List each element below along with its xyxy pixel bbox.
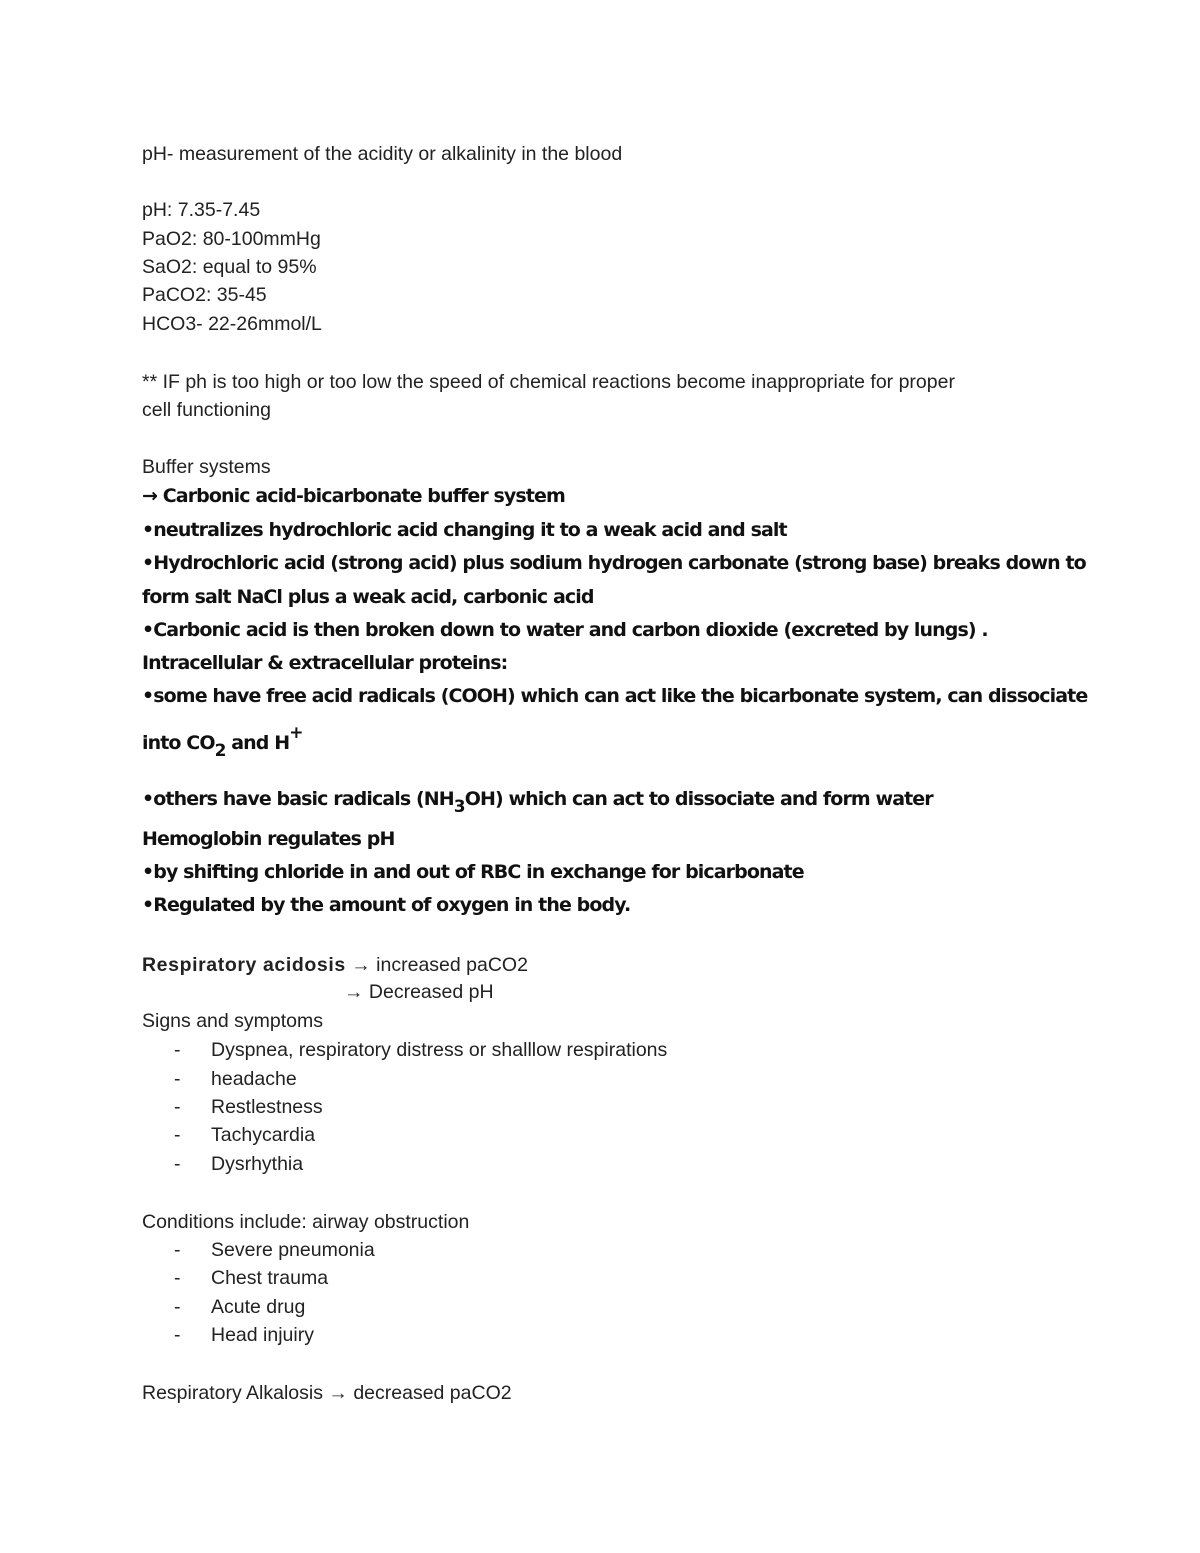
resp-acidosis-label: Respiratory acidosis: [142, 954, 346, 976]
list-item-text: Tachycardia: [211, 1124, 316, 1146]
text-run: •others have basic radicals (NH: [142, 788, 454, 810]
dash-marker: -: [174, 1039, 181, 1061]
list-item: [174, 1041, 667, 1061]
intro-line: pH- measurement of the acidity or alkalinity in the blood: [142, 143, 623, 165]
bullet-text: [142, 723, 303, 761]
text-run: into CO: [142, 732, 215, 754]
resp-alkalosis-line: Respiratory Alkalosis → decreased paCO2: [142, 1382, 512, 1404]
conditions-heading: Conditions include: airway obstruction: [142, 1211, 470, 1233]
dash-marker: -: [174, 1096, 181, 1118]
buffer-systems-heading: Buffer systems: [142, 456, 271, 478]
list-item: [174, 1070, 297, 1090]
dash-marker: -: [174, 1153, 181, 1175]
dash-marker: -: [174, 1068, 181, 1090]
list-item: [174, 1269, 328, 1289]
normal-value-sao2: SaO2: equal to 95%: [142, 256, 317, 278]
carbonic-buffer-heading: → Carbonic acid-bicarbonate buffer system: [142, 485, 565, 507]
list-item: [174, 1126, 315, 1146]
list-item: [174, 1298, 305, 1318]
list-item-text: headache: [211, 1068, 297, 1090]
normal-value-ph: pH: 7.35-7.45: [142, 199, 261, 221]
note-line: ** IF ph is too high or too low the speed of chemical reactions become inappropriate for proper: [142, 371, 955, 393]
list-item: [174, 1155, 303, 1175]
bullet-text: •Regulated by the amount of oxygen in the body.: [142, 894, 631, 916]
dash-marker: -: [174, 1267, 181, 1289]
subscript: 2: [214, 741, 226, 761]
subscript: 3: [453, 797, 465, 817]
resp-acidosis-effect: → Decreased pH: [344, 981, 494, 1003]
dash-marker: -: [174, 1324, 181, 1346]
resp-acidosis-line: [142, 956, 528, 976]
dash-marker: -: [174, 1296, 181, 1318]
text-run: OH) which can act to dissociate and form water: [464, 788, 933, 810]
dash-marker: -: [174, 1239, 181, 1261]
list-item-text: Acute drug: [211, 1296, 306, 1318]
superscript: +: [289, 723, 303, 743]
list-item: [174, 1241, 375, 1261]
bullet-text: form salt NaCl plus a weak acid, carbonic acid: [142, 586, 594, 608]
resp-acidosis-effect: → increased paCO2: [345, 954, 528, 976]
list-item: [174, 1326, 314, 1346]
signs-heading: Signs and symptoms: [142, 1010, 323, 1032]
proteins-heading: Intracellular & extracellular proteins:: [142, 652, 508, 674]
hemoglobin-heading: Hemoglobin regulates pH: [142, 828, 395, 850]
bullet-text: •neutralizes hydrochloric acid changing it to a weak acid and salt: [142, 519, 787, 541]
normal-value-pao2: PaO2: 80-100mmHg: [142, 228, 321, 250]
list-item-text: Chest trauma: [211, 1267, 329, 1289]
list-item-text: Head injuiry: [211, 1324, 314, 1346]
bullet-text: •some have free acid radicals (COOH) which can act like the bicarbonate system, can dissociate: [142, 685, 1088, 707]
normal-value-paco2: PaCO2: 35-45: [142, 284, 267, 306]
list-item-text: Severe pneumonia: [211, 1239, 375, 1261]
dash-marker: -: [174, 1124, 181, 1146]
list-item-text: Restlestness: [211, 1096, 323, 1118]
note-line: cell functioning: [142, 399, 271, 421]
text-run: and H: [225, 732, 290, 754]
normal-value-hco3: HCO3- 22-26mmol/L: [142, 313, 322, 335]
bullet-text: •Carbonic acid is then broken down to water and carbon dioxide (excreted by lungs) .: [142, 619, 988, 641]
bullet-text: •by shifting chloride in and out of RBC in exchange for bicarbonate: [142, 861, 804, 883]
list-item: [174, 1098, 323, 1118]
bullet-text: [142, 788, 933, 817]
list-item-text: Dyspnea, respiratory distress or shalllow respirations: [211, 1039, 668, 1061]
bullet-text: •Hydrochloric acid (strong acid) plus sodium hydrogen carbonate (strong base) breaks down to: [142, 552, 1086, 574]
list-item-text: Dysrhythia: [211, 1153, 304, 1175]
